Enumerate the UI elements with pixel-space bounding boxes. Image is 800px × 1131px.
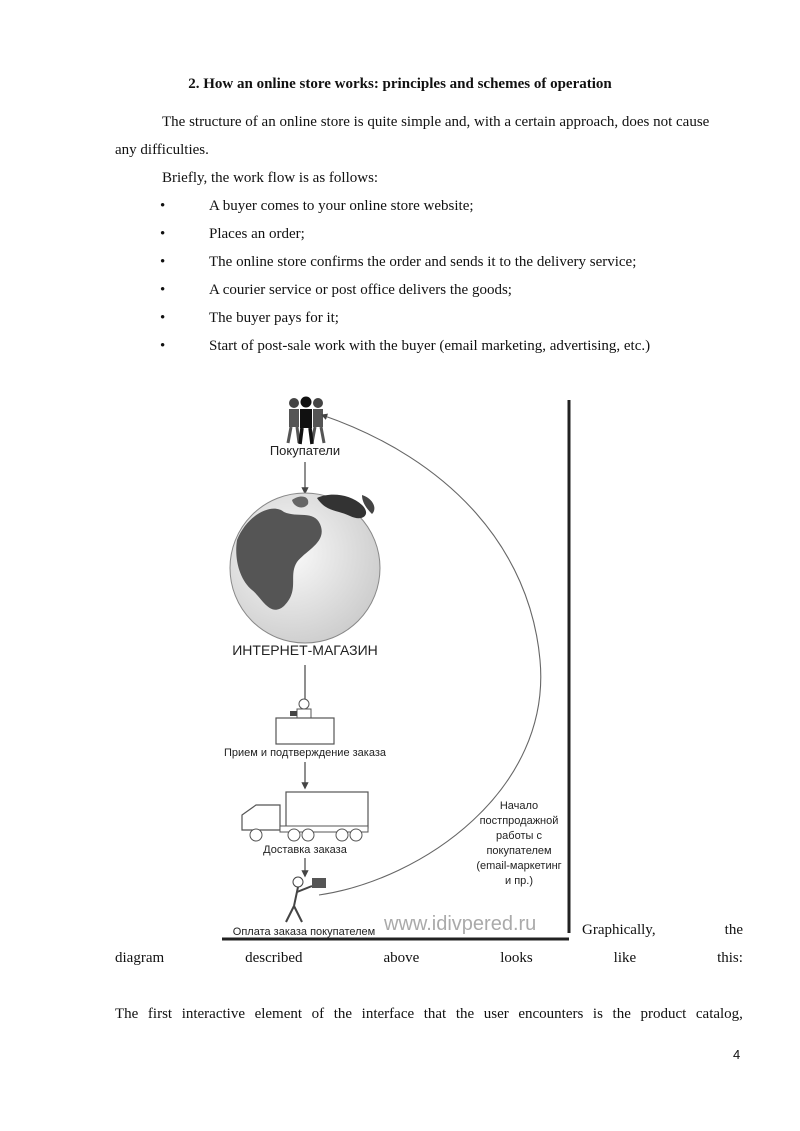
svg-text:покупателем: покупателем — [486, 845, 552, 857]
delivery-label: Доставка заказа — [263, 844, 347, 856]
postsale-label — [476, 800, 561, 887]
intro-paragraph-line2: any difficulties. — [115, 142, 209, 158]
bullet-marker: • — [160, 310, 166, 326]
bullet-marker: • — [160, 282, 166, 298]
list-item: Places an order; — [209, 226, 305, 242]
svg-text:Начало: Начало — [499, 800, 539, 812]
globe-icon — [230, 493, 380, 643]
caption-word: like — [613, 950, 637, 966]
bullet-marker: • — [160, 254, 166, 270]
page-number: 4 — [733, 1047, 741, 1062]
payment-label: Оплата заказа покупателем — [232, 926, 376, 938]
truck-icon — [242, 792, 368, 841]
section-heading: 2. How an online store works: principles and schemes of operation — [188, 76, 612, 92]
caption-line-1 — [582, 922, 743, 939]
list-item: Start of post-sale work with the buyer (email marketing, advertising, etc.) — [209, 338, 651, 354]
buyers-label: Покупатели — [269, 443, 341, 458]
caption-word: looks — [500, 950, 533, 966]
buyers-icon — [288, 397, 324, 445]
paragraph-last-line: The first interactive element of the interface that the user encounters is the product catalog, — [115, 1006, 743, 1022]
caption-word: described — [245, 950, 303, 966]
caption-word: the — [724, 922, 743, 938]
bullet-marker: • — [160, 198, 166, 214]
order-label: Прием и подтверждение заказа — [223, 747, 387, 759]
list-item: The buyer pays for it; — [209, 310, 339, 326]
svg-text:постпродажной: постпродажной — [479, 815, 559, 827]
bullet-marker: • — [160, 338, 166, 354]
order-desk-icon — [276, 699, 334, 744]
paying-buyer-icon — [286, 877, 326, 922]
watermark-text: www.idivpered.ru — [384, 913, 537, 935]
caption-word: this: — [717, 950, 743, 966]
list-item: A courier service or post office delivers the goods; — [209, 282, 512, 298]
intro-paragraph-line1: The structure of an online store is quite simple and, with a certain approach, does not cause — [162, 114, 710, 130]
svg-text:работы с: работы с — [496, 830, 542, 842]
list-item: A buyer comes to your online store website; — [209, 198, 474, 214]
caption-word: above — [383, 950, 420, 966]
caption-word: diagram — [115, 950, 165, 966]
workflow-diagram — [222, 390, 582, 945]
caption-line-2 — [115, 950, 743, 967]
caption-word: Graphically, — [582, 922, 656, 938]
list-item: The online store confirms the order and sends it to the delivery service; — [209, 254, 637, 270]
svg-text:и пр.): и пр.) — [505, 875, 533, 887]
bullet-marker: • — [160, 226, 166, 242]
store-label: ИНТЕРНЕТ-МАГАЗИН — [232, 642, 378, 658]
svg-text:(email-маркетинг: (email-маркетинг — [476, 860, 562, 872]
workflow-intro: Briefly, the work flow is as follows: — [162, 170, 379, 186]
